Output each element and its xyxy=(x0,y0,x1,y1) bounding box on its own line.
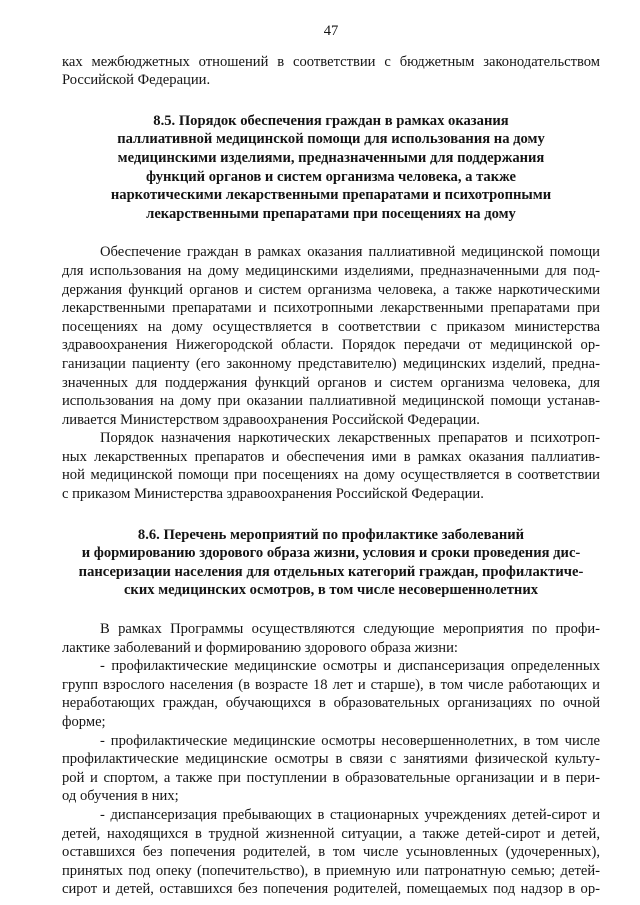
section-8-5-paragraph-2 xyxy=(62,429,600,503)
text-line: здравоохранения Нижегородской области. Порядок передачи от медицинской ор- xyxy=(62,337,600,354)
text-line: - профилактические медицинские осмотры несовершеннолетних, в том числе xyxy=(100,732,600,749)
heading-line: наркотическими лекарственными препаратами и психотропными xyxy=(110,187,552,204)
list-item xyxy=(62,732,600,806)
section-8-6-paragraph-1 xyxy=(62,620,600,657)
text-line: ных лекарственных препаратов и обеспечения ими в рамках оказания паллиатив- xyxy=(62,448,600,465)
text-line: групп взрослого населения (в возрасте 18 лет и старше), в том числе работающих и xyxy=(62,676,600,693)
intro-paragraph xyxy=(62,53,600,90)
text-line: использования на дому при оказании паллиативной медицинской помощи устанав- xyxy=(62,393,600,410)
text-line: ках межбюджетных отношений в соответствии с бюджетным законодательством xyxy=(62,53,600,70)
text-line: ной медицинской помощи при посещениях на дому осуществляется в соответствии xyxy=(62,467,600,484)
list-item xyxy=(62,806,600,899)
text-line: ганизации пациенту (его законному представителю) медицинских изделий, предна- xyxy=(62,355,600,372)
text-line: лекарственными препаратами и психотропными лекарственными препаратами при xyxy=(62,300,600,317)
text-line: с приказом Министерства здравоохранения Российской Федерации. xyxy=(62,486,484,503)
list-item xyxy=(62,657,600,731)
page-number: 47 xyxy=(323,23,339,39)
heading-line: паллиативной медицинской помощи для использования на дому xyxy=(117,131,545,148)
heading-line: 8.5. Порядок обеспечения граждан в рамках оказания xyxy=(153,112,509,129)
text-line: - диспансеризация пребывающих в стационарных учреждениях детей-сирот и xyxy=(100,806,600,823)
heading-line: функций органов и систем организма человека, а также xyxy=(145,168,517,185)
text-line: принятых под опеку (попечительство), в приемную или патронатную семью; детей- xyxy=(62,862,600,879)
document-page xyxy=(62,22,600,899)
text-line: В рамках Программы осуществляются следующие мероприятия по профи- xyxy=(100,621,600,638)
text-line: держания функций органов и систем организма человека, а также наркотическими xyxy=(62,281,600,298)
text-line: форме; xyxy=(62,714,106,730)
text-line: значенных для поддержания функций органов и систем организма человека, для xyxy=(62,374,600,391)
text-line: сирот и детей, оставшихся без попечения родителей, помещаемых под надзор в ор- xyxy=(62,881,600,898)
text-line: ливается Министерством здравоохранения Российской Федерации. xyxy=(62,411,480,428)
text-line: для использования на дому медицинскими изделиями, предназначенными для под- xyxy=(62,262,600,279)
heading-line: и формированию здорового образа жизни, условия и сроки проведения дис- xyxy=(81,545,581,562)
section-8-5-paragraph-1 xyxy=(62,243,600,429)
text-line: лактике заболеваний и формированию здорового образа жизни: xyxy=(62,639,458,656)
section-8-6-heading xyxy=(62,526,600,600)
heading-line: пансеризации населения для отдельных категорий граждан, профилактиче- xyxy=(78,563,584,580)
text-line: Порядок назначения наркотических лекарственных препаратов и психотроп- xyxy=(100,430,600,447)
text-line: од обучения в них; xyxy=(62,788,179,805)
text-line: неработающих граждан, обучающихся в образовательных организациях по очной xyxy=(62,695,600,712)
heading-line: лекарственными препаратами при посещениях на дому xyxy=(146,205,516,222)
text-line: рой и спортом, а также при поступлении в образовательные организации и в пери- xyxy=(62,769,600,786)
text-line: Обеспечение граждан в рамках оказания паллиативной медицинской помощи xyxy=(100,244,600,261)
text-line: - профилактические медицинские осмотры и диспансеризация определенных xyxy=(100,658,600,675)
text-line: посещениях на дому осуществляется в соответствии с приказом министерства xyxy=(62,318,600,335)
heading-line: 8.6. Перечень мероприятий по профилактике заболеваний xyxy=(137,526,525,543)
text-line: оставшихся без попечения родителей, в том числе усыновленных (удочеренных), xyxy=(62,844,600,861)
text-line: детей, находящихся в трудной жизненной ситуации, а также детей-сирот и детей, xyxy=(62,825,600,842)
heading-line: ских медицинских осмотров, в том числе несовершеннолетних xyxy=(123,582,539,599)
section-8-5-heading xyxy=(62,112,600,224)
text-line: Российской Федерации. xyxy=(62,72,211,89)
heading-line: медицинскими изделиями, предназначенными для поддержания xyxy=(117,149,545,166)
text-line: профилактические медицинские осмотры в связи с занятиями физической культу- xyxy=(62,751,600,768)
